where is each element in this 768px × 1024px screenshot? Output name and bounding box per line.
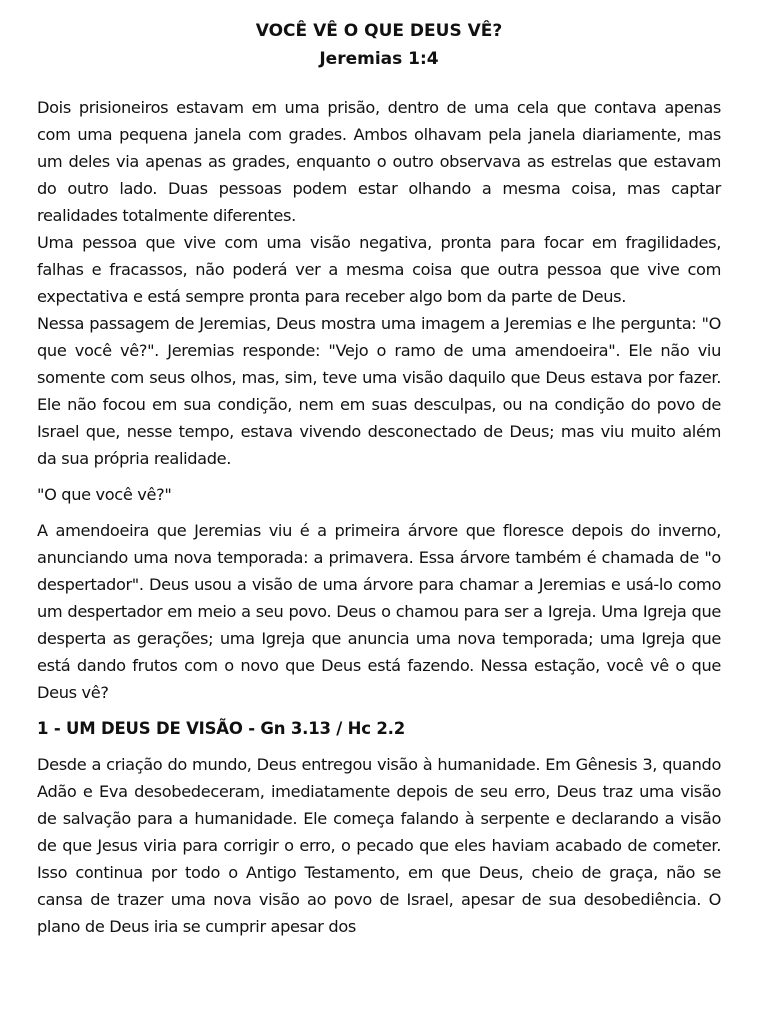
- paragraph-jeremiah-passage: Nessa passagem de Jeremias, Deus mostra uma imagem a Jeremias e lhe pergunta: "O que você vê?". Jeremias responde: "Vejo o ramo de uma amendoeira". Ele não viu somente com seus olhos, mas, sim, teve uma visão daquilo que Deus estava por fazer. Ele não focou em sua condição, nem em suas desculpas, ou na condição do povo de Israel que, nesse tempo, estava vivendo desconectado de Deus; mas viu muito além da sua própria realidade.: [37, 314, 721, 468]
- document-body: [37, 94, 721, 940]
- page-title: VOCÊ VÊ O QUE DEUS VÊ?: [255, 21, 503, 41]
- paragraph-negative-vision: Uma pessoa que vive com uma visão negativa, pronta para focar em fragilidades, falhas e fracassos, não poderá ver a mesma coisa que outra pessoa que vive com expectativa e está sempre pronta para receber algo bom da parte de Deus.: [37, 233, 721, 306]
- paragraph-question: "O que você vê?": [37, 485, 172, 504]
- bible-reference: Jeremias 1:4: [319, 49, 439, 69]
- section-heading: 1 - UM DEUS DE VISÃO - Gn 3.13 / Hc 2.2: [37, 719, 406, 738]
- document-page: [37, 0, 721, 940]
- paragraph-almond-tree: A amendoeira que Jeremias viu é a primeira árvore que floresce depois do inverno, anunciando uma nova temporada: a primavera. Essa árvore também é chamada de "o despertador". Deus usou a visão de uma árvore para chamar a Jeremias e usá-lo como um despertador em meio a seu povo. Deus o chamou para ser a Igreja. Uma Igreja que desperta as gerações; uma Igreja que anuncia uma nova temporada; uma Igreja que está dando frutos com o novo que Deus está fazendo. Nessa estação, você vê o que Deus vê?: [37, 521, 721, 702]
- paragraph-prisoners: Dois prisioneiros estavam em uma prisão, dentro de uma cela que contava apenas com uma pequena janela com grades. Ambos olhavam pela janela diariamente, mas um deles via apenas as grades, enquanto o outro observava as estrelas que estavam do outro lado. Duas pessoas podem estar olhando a mesma coisa, mas captar realidades totalmente diferentes.: [37, 98, 721, 225]
- paragraph-creation: Desde a criação do mundo, Deus entregou visão à humanidade. Em Gênesis 3, quando Adão e Eva desobedeceram, imediatamente depois de seu erro, Deus traz uma visão de salvação para a humanidade. Ele começa falando à serpente e declarando a visão de que Jesus viria para corrigir o erro, o pecado que eles haviam acabado de cometer. Isso continua por todo o Antigo Testamento, em que Deus, cheio de graça, não se cansa de trazer uma nova visão ao povo de Israel, apesar de sua desobediência. O plano de Deus iria se cumprir apesar dos: [37, 755, 721, 936]
